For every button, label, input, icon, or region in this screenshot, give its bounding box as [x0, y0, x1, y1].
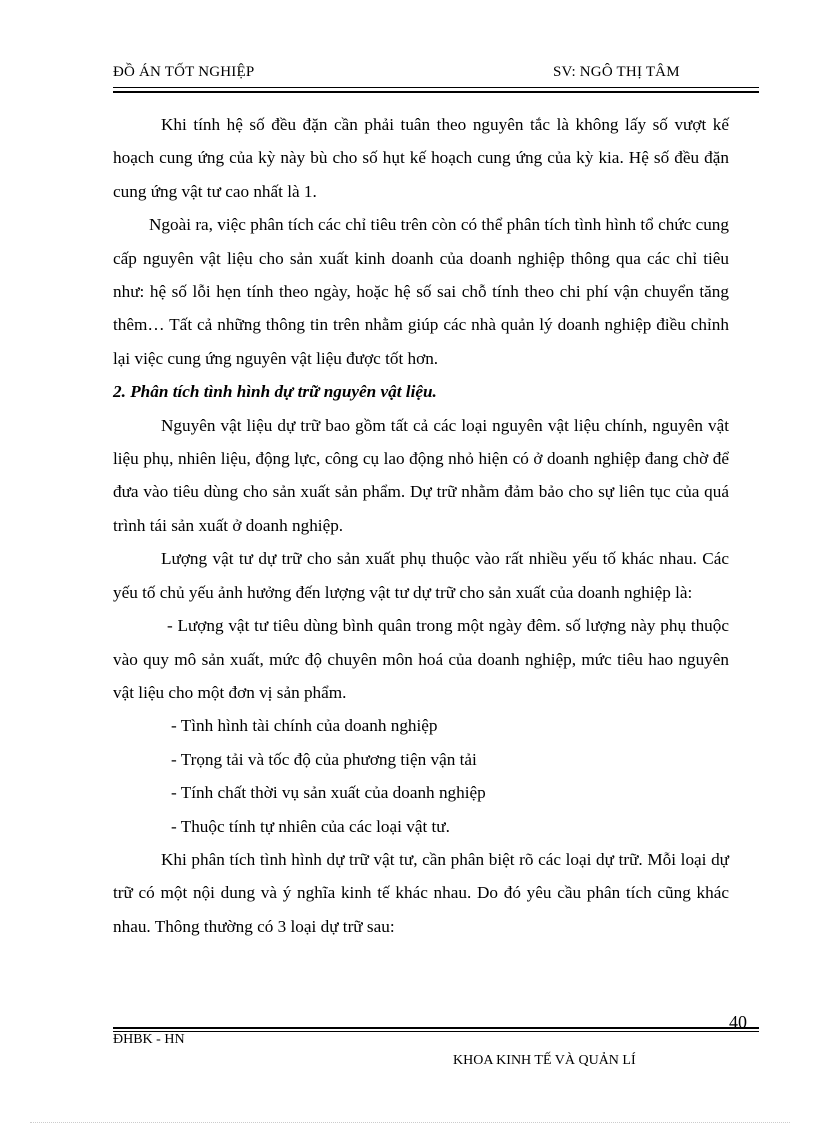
paragraph: Khi tính hệ số đều đặn cần phải tuân theo nguyên tắc là không lấy số vượt kế hoạch cung ứng của kỳ này bù cho số hụt kế hoạch cung ứng của kỳ kia. Hệ số đều đặn cung ứng vật tư cao nhất là 1. — [113, 115, 729, 201]
header-rule-bottom — [113, 91, 759, 93]
header-rule-top — [113, 87, 759, 88]
paragraph: Nguyên vật liệu dự trữ bao gồm tất cả các loại nguyên vật liệu chính, nguyên vật liệu phụ, nhiên liệu, động lực, công cụ lao động nhỏ hiện có ở doanh nghiệp đang chờ để đưa vào tiêu dùng cho sản xuất sản phẩm. Dự trữ nhằm đảm bảo cho sự liên tục của quá trình tái sản xuất ở doanh nghiệp. — [113, 415, 729, 535]
bullet-item: - Thuộc tính tự nhiên của các loại vật tư. — [171, 816, 450, 836]
header-student: SV: NGÔ THỊ TÂM — [553, 64, 680, 80]
paragraph: Lượng vật tư dự trữ cho sản xuất phụ thuộc vào rất nhiều yếu tố khác nhau. Các yếu tố chủ yếu ảnh hưởng đến lượng vật tư dự trữ cho sản xuất của doanh nghiệp là: — [113, 549, 729, 602]
bullet-item: - Tình hình tài chính của doanh nghiệp — [171, 716, 438, 736]
footer-faculty: KHOA KINH TẾ VÀ QUẢN LÍ — [453, 1053, 636, 1068]
bullet-item: - Trọng tải và tốc độ của phương tiện vận tải — [171, 749, 477, 769]
page-number: 40 — [729, 1012, 747, 1032]
document-body — [113, 108, 729, 943]
footer-rule-top — [113, 1027, 759, 1029]
paragraph: Ngoài ra, việc phân tích các chỉ tiêu trên còn có thể phân tích tình hình tổ chức cung cấp nguyên vật liệu cho sản xuất kinh doanh của doanh nghiệp thông qua các chỉ tiêu như: hệ số lỗi hẹn tính theo ngày, hoặc hệ số sai chỗ tính theo chi phí vận chuyển tăng thêm… Tất cả những thông tin trên nhằm giúp các nhà quản lý doanh nghiệp điều chỉnh lại việc cung ứng nguyên vật liệu được tốt hơn. — [113, 215, 729, 368]
footer-rule-bottom — [113, 1031, 759, 1032]
header-title: ĐỒ ÁN TỐT NGHIỆP — [113, 64, 255, 80]
paragraph: Khi phân tích tình hình dự trữ vật tư, cần phân biệt rõ các loại dự trữ. Mỗi loại dự trữ có một nội dung và ý nghĩa kinh tế khác nhau. Do đó yêu cầu phân tích cũng khác nhau. Thông thường có 3 loại dự trữ sau: — [113, 849, 729, 936]
bullet-item: - Lượng vật tư tiêu dùng bình quân trong một ngày đêm. số lượng này phụ thuộc vào quy mô sản xuất, mức độ chuyên môn hoá của doanh nghiệp, mức tiêu hao nguyên vật liệu cho một đơn vị sản phẩm. — [113, 616, 729, 702]
footer-university: ĐHBK - HN — [113, 1032, 185, 1047]
section-heading: 2. Phân tích tình hình dự trữ nguyên vật liệu. — [113, 382, 437, 402]
bullet-item: - Tính chất thời vụ sản xuất của doanh nghiệp — [171, 783, 486, 803]
